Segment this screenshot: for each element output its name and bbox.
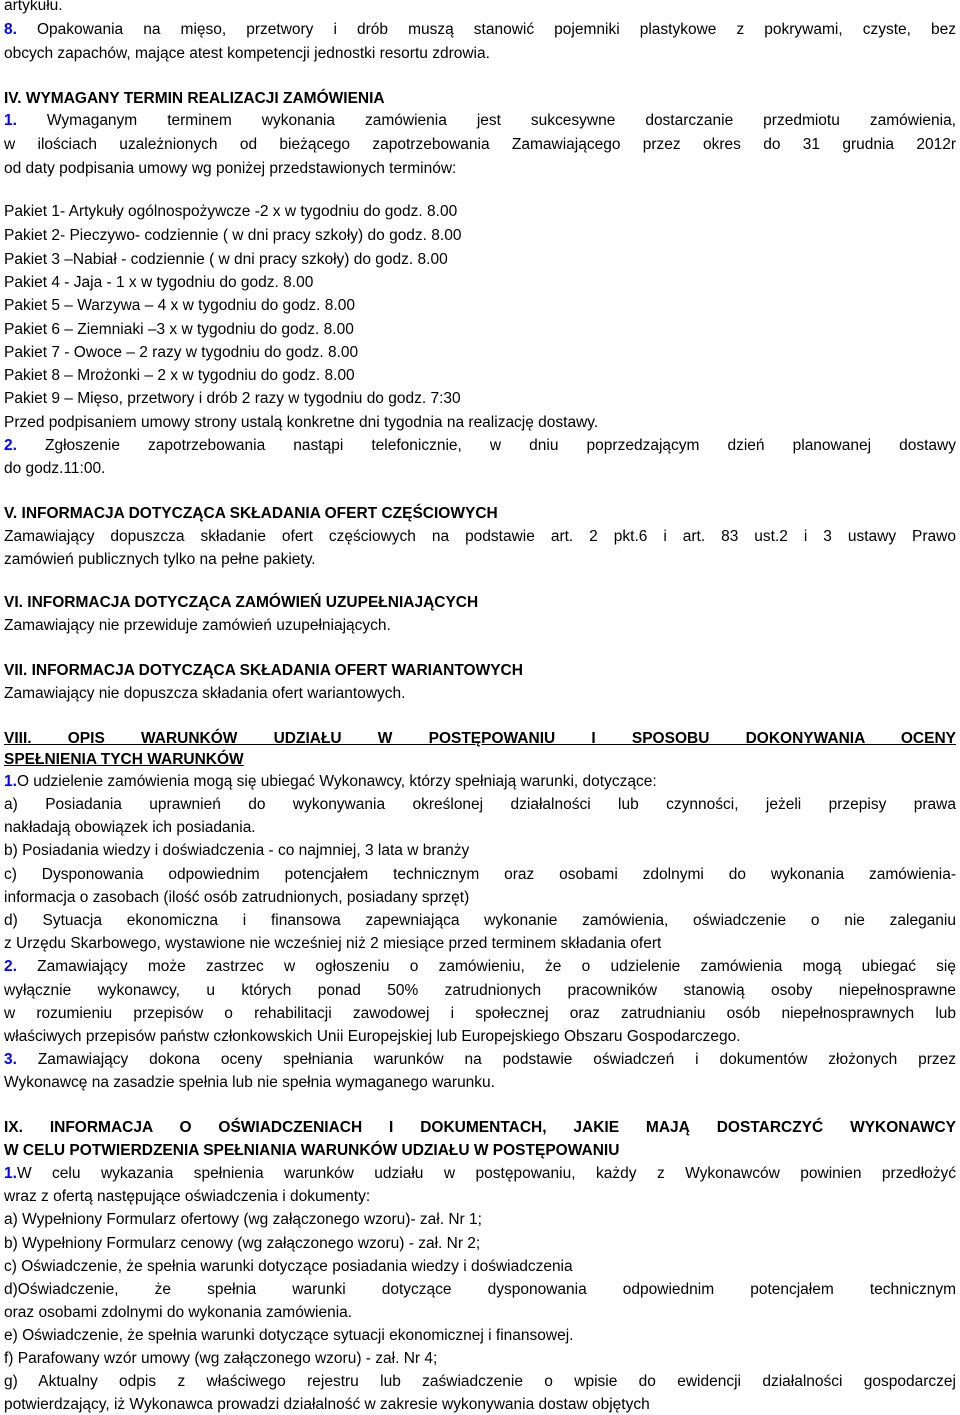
- intro-line-1: artykułu.: [4, 0, 63, 14]
- s4-point-2-line-1: 2. Zgłoszenie zapotrzebowania nastąpi telefonicznie, w dniu poprzedzającym dzień planowanej dostawy: [4, 437, 956, 454]
- s8-point-1: 1.O udzielenie zamówienia mogą się ubiegać Wykonawcy, którzy spełniają warunki, dotyczące:: [4, 773, 657, 790]
- section-6-heading: VI. INFORMACJA DOTYCZĄCA ZAMÓWIEŃ UZUPEŁNIAJĄCYCH: [4, 594, 479, 611]
- s8-c-line-1: c) Dysponowania odpowiednim potencjałem technicznym oraz osobami zdolnymi do wykonania zamówienia-: [4, 866, 956, 883]
- s5-line-1: Zamawiający dopuszcza składanie ofert częściowych na podstawie art. 2 pkt.6 i art. 83 ust.2 i 3 ustawy Prawo: [4, 528, 956, 545]
- package-item: Pakiet 5 – Warzywa – 4 x w tygodniu do godz. 8.00: [4, 297, 355, 314]
- s8-a-line-2: nakładają obowiązek ich posiadania.: [4, 819, 256, 836]
- section-7-heading: VII. INFORMACJA DOTYCZĄCA SKŁADANIA OFERT WARIANTOWYCH: [4, 662, 523, 679]
- s9-item-e: e) Oświadczenie, że spełnia warunki dotyczące sytuacji ekonomicznej i finansowej.: [4, 1327, 574, 1344]
- package-item: Pakiet 7 - Owoce – 2 razy w tygodniu do godz. 8.00: [4, 344, 359, 361]
- s8-d-line-1: d) Sytuacja ekonomiczna i finansowa zapewniająca wykonanie zamówienia, oświadczenie o nie zaleganiu: [4, 912, 956, 929]
- s8-point-2-line-3: w rozumieniu przepisów o rehabilitacji zawodowej i społecznej oraz zatrudnianiu osób niepełnosprawnych lub: [4, 1005, 956, 1022]
- package-item: Pakiet 2- Pieczywo- codziennie ( w dni pracy szkoły) do godz. 8.00: [4, 227, 462, 244]
- s4-point-1-line-3: od daty podpisania umowy wg poniżej przedstawionych terminów:: [4, 160, 457, 177]
- s9-item-d-line-2: oraz osobami zdolnymi do wykonania zamówienia.: [4, 1304, 353, 1321]
- s9-item-g-line-2: potwierdzający, iż Wykonawca prowadzi działalność w zakresie wykonywania dostaw objętych: [4, 1396, 650, 1413]
- intro-point-8: 8. Opakowania na mięso, przetwory i drób muszą stanowić pojemniki plastykowe z pokrywami, czyste, bez: [4, 21, 956, 38]
- s8-point-3-line-2: Wykonawcę na zasadzie spełnia lub nie spełnia wymaganego warunku.: [4, 1074, 495, 1091]
- s8-a-line-1: a) Posiadania uprawnień do wykonywania określonej działalności lub czynności, jeżeli przepisy prawa: [4, 796, 956, 813]
- section-4-heading: IV. WYMAGANY TERMIN REALIZACJI ZAMÓWIENIA: [4, 90, 385, 107]
- s4-point-1-line-2: w ilościach uzależnionych od bieżącego zapotrzebowania Zamawiającego przez okres do 31 grudnia 2012r: [4, 136, 956, 153]
- s9-item-d-line-1: d)Oświadczenie, że spełnia warunki dotyczące dysponowania odpowiednim potencjałem technicznym: [4, 1281, 956, 1298]
- s4-point-2-line-2: do godz.11:00.: [4, 460, 106, 477]
- s8-point-3-line-1: 3. Zamawiający dokona oceny spełniania warunków na podstawie oświadczeń i dokumentów złożonych przez: [4, 1051, 956, 1068]
- s9-point-1-line-1: 1.W celu wykazania spełnienia warunków udziału w postępowaniu, każdy z Wykonawców powinien przedłożyć: [4, 1165, 956, 1182]
- section-5-heading: V. INFORMACJA DOTYCZĄCA SKŁADANIA OFERT CZĘŚCIOWYCH: [4, 505, 498, 522]
- s8-c-line-2: informacja o zasobach (ilość osób zatrudnionych, posiadany sprzęt): [4, 889, 470, 906]
- s7-line-1: Zamawiający nie dopuszcza składania ofert wariantowych.: [4, 685, 406, 702]
- s8-point-2-line-4: właściwych przepisów państw członkowskich Unii Europejskiej lub Europejskiego Obszaru Gospodarczego.: [4, 1028, 741, 1045]
- s9-item-f: f) Parafowany wzór umowy (wg załączonego wzoru) - zał. Nr 4;: [4, 1350, 438, 1367]
- s4-point-1-line-1: 1. Wymaganym terminem wykonania zamówienia jest sukcesywne dostarczanie przedmiotu zamówienia,: [4, 112, 956, 129]
- s6-line-1: Zamawiający nie przewiduje zamówień uzupełniających.: [4, 617, 391, 634]
- package-item: Pakiet 4 - Jaja - 1 x w tygodniu do godz. 8.00: [4, 274, 314, 291]
- s4-before-signing: Przed podpisaniem umowy strony ustalą konkretne dni tygodnia na realizację dostawy.: [4, 414, 599, 431]
- s9-item-c: c) Oświadczenie, że spełnia warunki dotyczące posiadania wiedzy i doświadczenia: [4, 1258, 573, 1275]
- s5-line-2: zamówień publicznych tylko na pełne pakiety.: [4, 551, 316, 568]
- section-8-heading-line-2: SPEŁNIENIA TYCH WARUNKÓW: [4, 751, 244, 768]
- package-item: Pakiet 3 –Nabiał - codziennie ( w dni pracy szkoły) do godz. 8.00: [4, 251, 448, 268]
- s8-point-2-line-2: wyłącznie wykonawcy, u których ponad 50% zatrudnionych pracowników stanowią osoby niepełnosprawne: [4, 982, 956, 999]
- s9-point-1-line-2: wraz z ofertą następujące oświadczenia i dokumenty:: [4, 1188, 371, 1205]
- package-item: Pakiet 8 – Mrożonki – 2 x w tygodniu do godz. 8.00: [4, 367, 355, 384]
- package-item: Pakiet 6 – Ziemniaki –3 x w tygodniu do godz. 8.00: [4, 321, 354, 338]
- s8-point-2-line-1: 2. Zamawiający może zastrzec w ogłoszeniu o zamówieniu, że o udzielenie zamówienia mogą ubiegać się: [4, 958, 956, 975]
- section-9-heading-line-2: W CELU POTWIERDZENIA SPEŁNIANIA WARUNKÓW UDZIAŁU W POSTĘPOWANIU: [4, 1142, 620, 1159]
- section-9-heading-line-1: IX. INFORMACJA O OŚWIADCZENIACH I DOKUMENTACH, JAKIE MAJĄ DOSTARCZYĆ WYKONAWCY: [4, 1119, 956, 1136]
- s8-d-line-2: z Urzędu Skarbowego, wystawione nie wcześniej niż 2 miesiące przed terminem składania ofert: [4, 935, 662, 952]
- s9-item-b: b) Wypełniony Formularz cenowy (wg załączonego wzoru) - zał. Nr 2;: [4, 1235, 481, 1252]
- intro-line-3: obcych zapachów, mające atest kompetencji jednostki resortu zdrowia.: [4, 45, 490, 62]
- s8-b-line-1: b) Posiadania wiedzy i doświadczenia - co najmniej, 3 lata w branży: [4, 842, 470, 859]
- section-8-heading-line-1: VIII. OPIS WARUNKÓW UDZIAŁU W POSTĘPOWANIU I SPOSOBU DOKONYWANIA OCENY: [4, 730, 956, 747]
- package-item: Pakiet 1- Artykuły ogólnospożywcze -2 x w tygodniu do godz. 8.00: [4, 203, 458, 220]
- s9-item-g-line-1: g) Aktualny odpis z właściwego rejestru lub zaświadczenie o wpisie do ewidencji działalności gospodarczej: [4, 1373, 956, 1390]
- s9-item-a: a) Wypełniony Formularz ofertowy (wg załączonego wzoru)- zał. Nr 1;: [4, 1211, 482, 1228]
- package-item: Pakiet 9 – Mięso, przetwory i drób 2 razy w tygodniu do godz. 7:30: [4, 390, 461, 407]
